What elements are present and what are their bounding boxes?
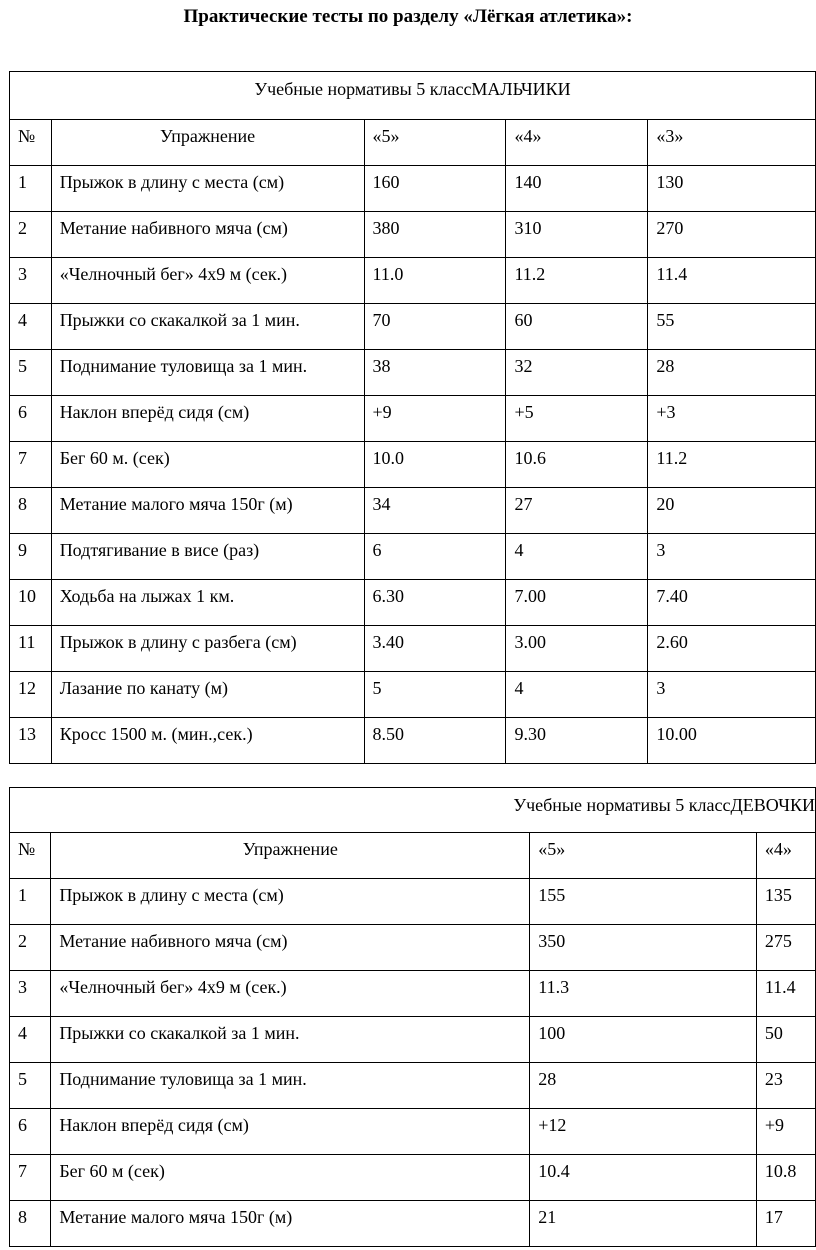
grade-5-value: +12 [530, 1109, 757, 1155]
table-row [10, 1063, 816, 1109]
row-number: 8 [10, 488, 52, 534]
grade-4-value: 4 [506, 534, 648, 580]
grade-5-value: 160 [364, 166, 506, 212]
grade-4-value: 3.00 [506, 626, 648, 672]
exercise-name: Наклон вперёд сидя (см) [51, 1109, 530, 1155]
grade-4-value: 17 [756, 1201, 815, 1247]
table-row [10, 580, 816, 626]
exercise-name: Метание набивного мяча (см) [51, 925, 530, 971]
grade-5-value: 10.4 [530, 1155, 757, 1201]
boys-norms-table [9, 71, 816, 764]
grade-3-value: 55 [648, 304, 816, 350]
row-number: 2 [10, 212, 52, 258]
row-number: 5 [10, 1063, 51, 1109]
row-number: 6 [10, 396, 52, 442]
grade-3-value: 7.40 [648, 580, 816, 626]
exercise-name: Подтягивание в висе (раз) [51, 534, 364, 580]
exercise-name: Метание малого мяча 150г (м) [51, 1201, 530, 1247]
grade-3-value: 20 [648, 488, 816, 534]
row-number: 13 [10, 718, 52, 764]
header-grade-4: «4» [756, 833, 815, 879]
table-row [10, 1109, 816, 1155]
exercise-name: Прыжок в длину с места (см) [51, 879, 530, 925]
grade-3-value: 270 [648, 212, 816, 258]
exercise-name: «Челночный бег» 4х9 м (сек.) [51, 258, 364, 304]
grade-3-value: 11.2 [648, 442, 816, 488]
table-caption: Учебные нормативы 5 классДЕВОЧКИ [10, 788, 816, 833]
exercise-name: Поднимание туловища за 1 мин. [51, 1063, 530, 1109]
table-row [10, 971, 816, 1017]
table-row [10, 534, 816, 580]
row-number: 4 [10, 304, 52, 350]
table-caption-row [10, 72, 816, 120]
grade-5-value: 38 [364, 350, 506, 396]
table-row [10, 166, 816, 212]
row-number: 12 [10, 672, 52, 718]
exercise-name: Ходьба на лыжах 1 км. [51, 580, 364, 626]
header-exercise: Упражнение [51, 833, 530, 879]
table-row [10, 396, 816, 442]
grade-4-value: 135 [756, 879, 815, 925]
grade-3-value: 3 [648, 534, 816, 580]
grade-5-value: 10.0 [364, 442, 506, 488]
header-grade-5: «5» [530, 833, 757, 879]
exercise-name: Бег 60 м (сек) [51, 1155, 530, 1201]
grade-4-value: 11.2 [506, 258, 648, 304]
grade-4-value: +9 [756, 1109, 815, 1155]
exercise-name: Прыжок в длину с места (см) [51, 166, 364, 212]
grade-3-value: 28 [648, 350, 816, 396]
grade-4-value: 310 [506, 212, 648, 258]
grade-3-value: 130 [648, 166, 816, 212]
table-row [10, 879, 816, 925]
table-row [10, 488, 816, 534]
grade-5-value: 350 [530, 925, 757, 971]
grade-4-value: 7.00 [506, 580, 648, 626]
grade-3-value: 2.60 [648, 626, 816, 672]
row-number: 6 [10, 1109, 51, 1155]
exercise-name: Бег 60 м. (сек) [51, 442, 364, 488]
grade-5-value: 34 [364, 488, 506, 534]
table-row [10, 258, 816, 304]
grade-5-value: 28 [530, 1063, 757, 1109]
table-row [10, 1201, 816, 1247]
grade-5-value: 6.30 [364, 580, 506, 626]
table-caption-row [10, 788, 816, 833]
grade-4-value: +5 [506, 396, 648, 442]
table-row [10, 212, 816, 258]
row-number: 1 [10, 166, 52, 212]
table-row [10, 304, 816, 350]
table-header-row [10, 120, 816, 166]
page-title: Практические тесты по разделу «Лёгкая атлетика»: [183, 6, 633, 27]
grade-4-value: 9.30 [506, 718, 648, 764]
header-grade-3: «3» [648, 120, 816, 166]
grade-5-value: 100 [530, 1017, 757, 1063]
row-number: 3 [10, 258, 52, 304]
header-number: № [10, 120, 52, 166]
grade-5-value: +9 [364, 396, 506, 442]
grade-5-value: 21 [530, 1201, 757, 1247]
grade-5-value: 3.40 [364, 626, 506, 672]
grade-4-value: 23 [756, 1063, 815, 1109]
exercise-name: Наклон вперёд сидя (см) [51, 396, 364, 442]
table-row [10, 626, 816, 672]
grade-5-value: 155 [530, 879, 757, 925]
header-grade-5: «5» [364, 120, 506, 166]
grade-4-value: 140 [506, 166, 648, 212]
row-number: 4 [10, 1017, 51, 1063]
grade-5-value: 8.50 [364, 718, 506, 764]
girls-norms-table [9, 787, 816, 1247]
grade-5-value: 5 [364, 672, 506, 718]
table-row [10, 925, 816, 971]
table-caption: Учебные нормативы 5 классМАЛЬЧИКИ [10, 72, 816, 120]
grade-5-value: 6 [364, 534, 506, 580]
grade-4-value: 4 [506, 672, 648, 718]
grade-4-value: 27 [506, 488, 648, 534]
header-exercise: Упражнение [51, 120, 364, 166]
table-row [10, 350, 816, 396]
row-number: 5 [10, 350, 52, 396]
grade-4-value: 10.8 [756, 1155, 815, 1201]
row-number: 10 [10, 580, 52, 626]
row-number: 1 [10, 879, 51, 925]
row-number: 8 [10, 1201, 51, 1247]
grade-5-value: 70 [364, 304, 506, 350]
exercise-name: «Челночный бег» 4х9 м (сек.) [51, 971, 530, 1017]
header-number: № [10, 833, 51, 879]
table-row [10, 1017, 816, 1063]
grade-5-value: 380 [364, 212, 506, 258]
table-header-row [10, 833, 816, 879]
row-number: 11 [10, 626, 52, 672]
exercise-name: Прыжок в длину с разбега (см) [51, 626, 364, 672]
row-number: 7 [10, 442, 52, 488]
grade-4-value: 60 [506, 304, 648, 350]
grade-4-value: 10.6 [506, 442, 648, 488]
grade-4-value: 275 [756, 925, 815, 971]
exercise-name: Лазание по канату (м) [51, 672, 364, 718]
grade-4-value: 50 [756, 1017, 815, 1063]
table-row [10, 442, 816, 488]
exercise-name: Кросс 1500 м. (мин.,сек.) [51, 718, 364, 764]
row-number: 9 [10, 534, 52, 580]
table-row [10, 672, 816, 718]
header-grade-4: «4» [506, 120, 648, 166]
grade-3-value: 10.00 [648, 718, 816, 764]
table-row [10, 1155, 816, 1201]
grade-5-value: 11.3 [530, 971, 757, 1017]
grade-3-value: 3 [648, 672, 816, 718]
table-row [10, 718, 816, 764]
exercise-name: Метание набивного мяча (см) [51, 212, 364, 258]
row-number: 3 [10, 971, 51, 1017]
grade-3-value: 11.4 [648, 258, 816, 304]
row-number: 2 [10, 925, 51, 971]
grade-5-value: 11.0 [364, 258, 506, 304]
grade-4-value: 11.4 [756, 971, 815, 1017]
grade-3-value: +3 [648, 396, 816, 442]
exercise-name: Прыжки со скакалкой за 1 мин. [51, 1017, 530, 1063]
exercise-name: Прыжки со скакалкой за 1 мин. [51, 304, 364, 350]
row-number: 7 [10, 1155, 51, 1201]
exercise-name: Поднимание туловища за 1 мин. [51, 350, 364, 396]
exercise-name: Метание малого мяча 150г (м) [51, 488, 364, 534]
grade-4-value: 32 [506, 350, 648, 396]
